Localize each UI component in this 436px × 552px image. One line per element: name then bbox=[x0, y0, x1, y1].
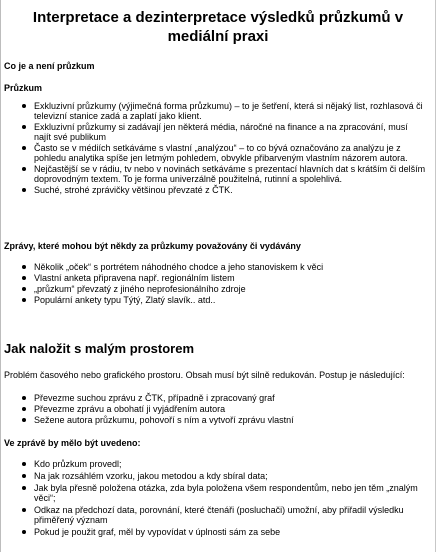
bullet-icon bbox=[22, 396, 26, 400]
list-item bbox=[0, 459, 432, 469]
list-item-text: Několik „oček“ s portrétem náhodného chodce a jeho stanoviskem k věci bbox=[34, 262, 324, 272]
bullet-icon bbox=[22, 167, 26, 171]
list-item-text: Jak byla přesně položena otázka, zda byla položena všem respondentům, nebo jen těm „znalým věci“; bbox=[34, 483, 418, 503]
list-item bbox=[0, 415, 432, 425]
bullet-icon bbox=[22, 125, 26, 129]
bullet-icon bbox=[22, 486, 26, 490]
bullet-icon bbox=[22, 104, 26, 108]
document-title: Interpretace a dezinterpretace výsledků průzkumů v mediální praxi bbox=[32, 9, 404, 45]
list-item bbox=[0, 122, 432, 142]
list-item bbox=[0, 273, 432, 283]
bullet-icon bbox=[22, 474, 26, 478]
section2-list bbox=[0, 262, 432, 306]
bullet-icon bbox=[22, 462, 26, 466]
bullet-icon bbox=[22, 188, 26, 192]
list-item bbox=[0, 284, 432, 294]
list-item-text: Vlastní anketa připravena např. regionálním listem bbox=[34, 273, 235, 283]
list-item bbox=[0, 483, 432, 503]
bullet-icon bbox=[22, 298, 26, 302]
list-item bbox=[0, 527, 432, 537]
section1-heading: Co je a není průzkum bbox=[4, 61, 95, 71]
list-item-text: Populární ankety typu Týtý, Zlatý slavík.. atd.. bbox=[34, 295, 216, 305]
bullet-icon bbox=[22, 418, 26, 422]
bullet-icon bbox=[22, 287, 26, 291]
bullet-icon bbox=[22, 508, 26, 512]
list-item-text: Exkluzivní průzkumy si zadávají jen některá média, náročné na finance a na zpracování, musí najít své publikum bbox=[34, 122, 408, 142]
section3-intro: Problém časového nebo grafického prostoru. Obsah musí být silně redukován. Postup je následující: bbox=[4, 370, 405, 380]
list-item-text: Exkluzivní průzkumy (výjimečná forma průzkumu) – to je šetření, která si nějaký list, rozhlasová či televizní stanice zadá a zaplatí jako klient. bbox=[34, 101, 423, 121]
section3-list bbox=[0, 393, 432, 426]
list-item bbox=[0, 393, 432, 403]
bullet-icon bbox=[22, 265, 26, 269]
section1-list bbox=[0, 101, 432, 196]
bullet-icon bbox=[22, 276, 26, 280]
section1-subheading: Průzkum bbox=[4, 83, 43, 93]
list-item bbox=[0, 471, 432, 481]
list-item-text: Převezme suchou zprávu z ČTK, případně i zpracovaný graf bbox=[34, 393, 275, 403]
list-item bbox=[0, 143, 432, 163]
list-item bbox=[0, 295, 432, 305]
list-item-text: Často se v médiích setkáváme s vlastní „analýzou“ – to co bývá označováno za analýzu je z pohledu analytika spíše jen letmým pohledem, obvykle přibarveným vlastním názorem autora. bbox=[34, 143, 408, 163]
list-item-text: Kdo průzkum provedl; bbox=[34, 459, 122, 469]
list-item bbox=[0, 262, 432, 272]
list-item-text: Odkaz na předchozí data, porovnání, které čtenáři (posluchači) umožní, aby přiřadil výsledku přiměřený význam bbox=[34, 505, 404, 525]
list-item bbox=[0, 101, 432, 121]
list-item-text: Nejčastější se v rádiu, tv nebo v novinách setkáváme s prezentací hlavních dat s krátším či delším doprovodným textem. To je forma univerzálně použitelná, rutinní a spolehlivá. bbox=[34, 164, 426, 184]
list-item bbox=[0, 185, 432, 195]
section4-list bbox=[0, 459, 432, 539]
list-item bbox=[0, 505, 432, 525]
list-item-text: Suché, strohé zprávičky většinou převzaté z ČTK. bbox=[34, 185, 233, 195]
list-item-text: Sežene autora průzkumu, pohovoří s ním a vytvoří zprávu vlastní bbox=[34, 415, 294, 425]
list-item bbox=[0, 404, 432, 414]
bullet-icon bbox=[22, 530, 26, 534]
list-item-text: Převezme zprávu a obohatí ji vyjádřením autora bbox=[34, 404, 226, 414]
section4-heading: Ve zprávě by mělo být uvedeno: bbox=[4, 438, 141, 448]
list-item bbox=[0, 164, 432, 184]
section2-heading: Zprávy, které mohou být někdy za průzkumy považovány či vydávány bbox=[4, 241, 301, 251]
list-item-text: Pokud je použit graf, měl by vypovídat v úplnosti sám za sebe bbox=[34, 527, 281, 537]
section3-heading: Jak naložit s malým prostorem bbox=[4, 341, 195, 356]
bullet-icon bbox=[22, 146, 26, 150]
list-item-text: Na jak rozsáhlém vzorku, jakou metodou a kdy sbíral data; bbox=[34, 471, 268, 481]
bullet-icon bbox=[22, 407, 26, 411]
list-item-text: „průzkum“ převzatý z jiného neprofesionálního zdroje bbox=[34, 284, 246, 294]
